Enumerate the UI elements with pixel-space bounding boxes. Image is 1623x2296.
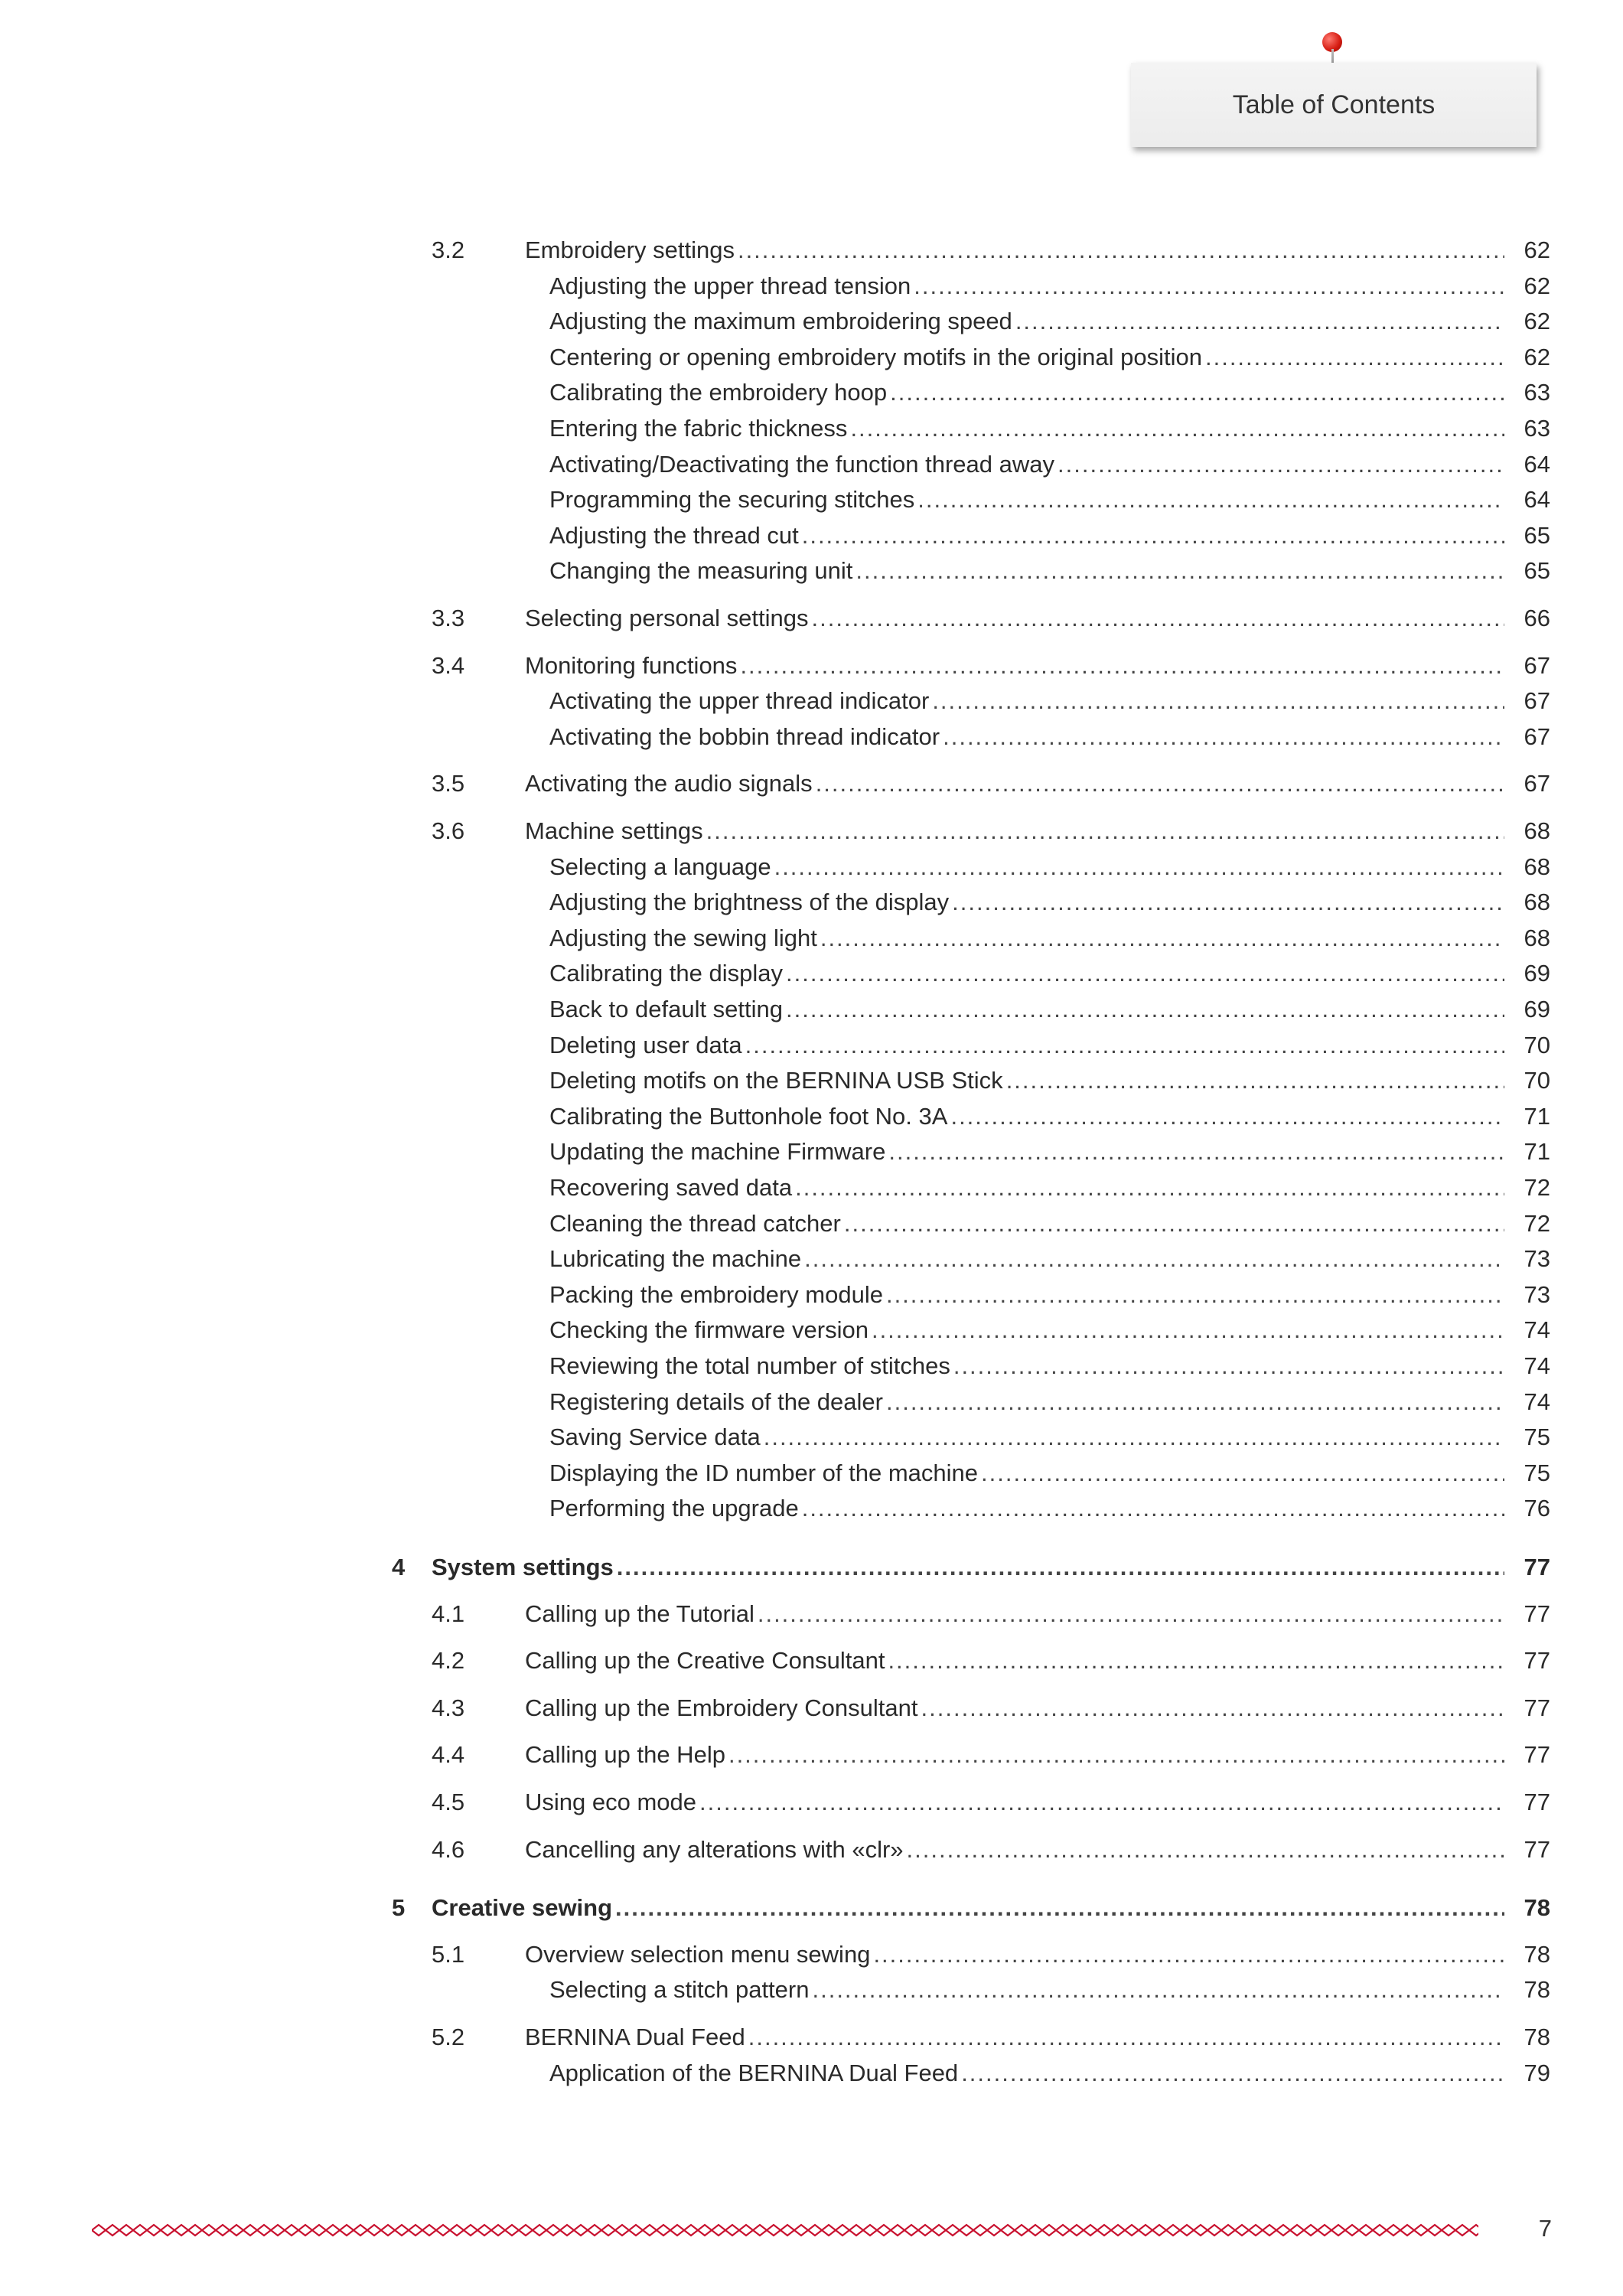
toc-entry-title	[525, 1596, 1504, 1632]
toc-entry[interactable]	[0, 1277, 1623, 1313]
toc-entry-title-text[interactable]: Application of the BERNINA Dual Feed	[549, 2060, 961, 2086]
header-tab-label: Table of Contents	[1232, 90, 1436, 119]
toc-entry[interactable]	[0, 1691, 1623, 1726]
toc-entry-page: 66	[1524, 605, 1550, 631]
page-number: 7	[1538, 2215, 1552, 2242]
toc-entry[interactable]	[0, 1063, 1623, 1098]
toc-entry-title-text[interactable]: Updating the machine Firmware	[549, 1138, 888, 1165]
toc-entry-number: 4.6	[432, 1836, 465, 1863]
toc-entry-title	[549, 411, 1504, 446]
toc-entry[interactable]	[0, 766, 1623, 801]
toc-entry-title	[549, 1972, 1504, 2007]
toc-entry-page: 67	[1524, 770, 1550, 797]
toc-entry-title-text[interactable]: Activating/Deactivating the function thread away	[549, 451, 1058, 478]
toc-entry[interactable]	[0, 1785, 1623, 1820]
toc-entry-title	[549, 1206, 1504, 1241]
toc-entry-title	[432, 1550, 1504, 1585]
toc-entry-page: 78	[1524, 1941, 1550, 1968]
toc-entry-title-text[interactable]: Calling up the Embroidery Consultant	[525, 1694, 921, 1721]
toc-entry[interactable]	[0, 601, 1623, 636]
toc-entry[interactable]	[0, 850, 1623, 885]
toc-entry[interactable]	[0, 1134, 1623, 1169]
toc-entry-page: 68	[1524, 853, 1550, 880]
toc-entry-page: 67	[1524, 687, 1550, 714]
toc-entry-title-text[interactable]: Activating the bobbin thread indicator	[549, 723, 943, 750]
toc-entry-number: 3.2	[432, 236, 465, 263]
toc-entry-title	[549, 2056, 1504, 2091]
toc-entry-title	[549, 1063, 1504, 1098]
toc-entry-title	[549, 683, 1504, 719]
toc-entry-title	[525, 1785, 1504, 1820]
toc-entry-page: 70	[1524, 1067, 1550, 1094]
toc-entry-number: 3.5	[432, 770, 465, 797]
toc-entry-page: 78	[1524, 2024, 1550, 2050]
toc-entry-title-text[interactable]: Lubricating the machine	[549, 1245, 804, 1272]
toc-entry-title-text[interactable]: Packing the embroidery module	[549, 1281, 886, 1308]
stitch-border-icon	[92, 2223, 1478, 2238]
toc-entry-page: 79	[1524, 2060, 1550, 2086]
toc-entry-page: 63	[1524, 379, 1550, 406]
toc-entry[interactable]	[0, 1349, 1623, 1384]
toc-entry[interactable]	[0, 1206, 1623, 1241]
toc-entry-title-text[interactable]: Embroidery settings	[525, 236, 738, 263]
toc-entry-title-text[interactable]: Adjusting the maximum embroidering speed	[549, 308, 1015, 334]
toc-entry-page: 77	[1524, 1836, 1550, 1863]
toc-entry[interactable]	[0, 1313, 1623, 1348]
toc-entry[interactable]	[0, 683, 1623, 719]
toc-entry[interactable]	[0, 1099, 1623, 1134]
toc-entry-page: 64	[1524, 451, 1550, 478]
toc-entry-title-text[interactable]: Monitoring functions	[525, 652, 740, 679]
toc-entry-page: 77	[1524, 1741, 1550, 1768]
toc-entry-title	[549, 1349, 1504, 1384]
toc-entry-title	[549, 885, 1504, 920]
toc-entry[interactable]	[0, 1170, 1623, 1205]
toc-entry[interactable]	[0, 648, 1623, 683]
toc-entry-title-text[interactable]: Calibrating the display	[549, 960, 786, 987]
toc-entry-page: 62	[1524, 272, 1550, 299]
toc-entry-title-text[interactable]: Deleting motifs on the BERNINA USB Stick	[549, 1067, 1006, 1094]
toc-entry-title	[525, 233, 1504, 268]
toc-entry-page: 62	[1524, 308, 1550, 334]
toc-entry-title-text[interactable]: Performing the upgrade	[549, 1495, 802, 1521]
toc-entry-title	[525, 2020, 1504, 2055]
toc-entry[interactable]	[0, 233, 1623, 268]
toc-entry-title-text[interactable]: Activating the upper thread indicator	[549, 687, 932, 714]
toc-entry-page: 63	[1524, 415, 1550, 442]
toc-entry-title-text[interactable]: Adjusting the brightness of the display	[549, 889, 952, 915]
toc-entry-title-text[interactable]: Changing the measuring unit	[549, 557, 855, 584]
toc-entry[interactable]	[0, 518, 1623, 553]
toc-entry-title	[549, 1170, 1504, 1205]
toc-entry-title	[525, 601, 1504, 636]
toc-entry-title-text[interactable]: Overview selection menu sewing	[525, 1941, 873, 1968]
toc-entry-page: 75	[1524, 1459, 1550, 1486]
toc-entry-title-text[interactable]: Adjusting the sewing light	[549, 925, 820, 951]
toc-entry-page: 67	[1524, 652, 1550, 679]
toc-entry-page: 68	[1524, 925, 1550, 951]
toc-entry-title-text[interactable]: Saving Service data	[549, 1424, 764, 1450]
toc-entry-page: 77	[1524, 1789, 1550, 1815]
toc-entry-title	[549, 1241, 1504, 1277]
toc-entry[interactable]	[0, 1550, 1623, 1585]
toc-entry-page: 73	[1524, 1245, 1550, 1272]
toc-entry[interactable]	[0, 304, 1623, 339]
toc-entry-title	[549, 719, 1504, 755]
toc-entry-title-text[interactable]: Centering or opening embroidery motifs in the original position	[549, 344, 1205, 370]
toc-entry-title-text[interactable]: Adjusting the thread cut	[549, 522, 802, 549]
toc-entry-title-text[interactable]: Machine settings	[525, 817, 706, 844]
toc-entry[interactable]	[0, 447, 1623, 482]
toc-entry[interactable]	[0, 2056, 1623, 2091]
toc-entry-page: 77	[1524, 1554, 1550, 1580]
toc-entry-title	[549, 518, 1504, 553]
toc-entry-title-text[interactable]: Activating the audio signals	[525, 770, 816, 797]
toc-entry-title	[549, 1456, 1504, 1491]
toc-entry-title	[549, 1491, 1504, 1526]
toc-entry[interactable]	[0, 1890, 1623, 1926]
toc-entry-title	[525, 814, 1504, 849]
toc-entry[interactable]	[0, 411, 1623, 446]
toc-entry[interactable]	[0, 1241, 1623, 1277]
toc-entry-title-text[interactable]: Selecting a language	[549, 853, 774, 880]
toc-entry-page: 64	[1524, 486, 1550, 513]
toc-entry-page: 69	[1524, 996, 1550, 1022]
toc-entry-title	[549, 1277, 1504, 1313]
toc-entry[interactable]	[0, 885, 1623, 920]
toc-entry-title	[549, 269, 1504, 304]
toc-entry-number: 5.1	[432, 1941, 465, 1968]
toc-entry-title-text[interactable]: Calibrating the Buttonhole foot No. 3A	[549, 1103, 950, 1130]
toc-entry-page: 71	[1524, 1138, 1550, 1165]
toc-entry[interactable]	[0, 1596, 1623, 1632]
toc-entry[interactable]	[0, 814, 1623, 849]
toc-entry-page: 74	[1524, 1316, 1550, 1343]
toc-entry-page: 73	[1524, 1281, 1550, 1308]
toc-entry-page: 77	[1524, 1600, 1550, 1627]
toc-entry-title	[549, 1099, 1504, 1134]
toc-entry-title-text[interactable]: Using eco mode	[525, 1789, 699, 1815]
toc-entry-page: 69	[1524, 960, 1550, 987]
toc-entry-page: 72	[1524, 1174, 1550, 1201]
toc-entry-title-text[interactable]: Selecting personal settings	[525, 605, 812, 631]
toc-entry[interactable]	[0, 956, 1623, 991]
toc-entry-number: 4	[392, 1554, 406, 1580]
toc-entry-number: 3.4	[432, 652, 465, 679]
toc-entry-title-text[interactable]: Cancelling any alterations with «clr»	[525, 1836, 907, 1863]
toc-entry[interactable]	[0, 1420, 1623, 1455]
toc-entry-title-text[interactable]: Creative sewing	[432, 1894, 615, 1921]
toc-entry-page: 70	[1524, 1032, 1550, 1058]
toc-entry[interactable]	[0, 1643, 1623, 1678]
toc-entry-title	[525, 1691, 1504, 1726]
toc-entry[interactable]	[0, 482, 1623, 517]
toc-entry-title	[549, 447, 1504, 482]
toc-entry-title	[525, 1937, 1504, 1972]
toc-entry-title-text[interactable]: Calibrating the embroidery hoop	[549, 379, 890, 406]
toc-entry-title-text[interactable]: Calling up the Tutorial	[525, 1600, 758, 1627]
toc-entry-number: 4.2	[432, 1647, 465, 1674]
toc-entry-number: 3.6	[432, 817, 465, 844]
toc-entry[interactable]	[0, 1028, 1623, 1063]
toc-entry-number: 5.2	[432, 2024, 465, 2050]
toc-entry-title-text[interactable]: Programming the securing stitches	[549, 486, 917, 513]
toc-entry-title	[525, 1643, 1504, 1678]
toc-entry-title	[549, 1420, 1504, 1455]
toc-entry-page: 72	[1524, 1210, 1550, 1237]
toc-entry-title-text[interactable]: Adjusting the upper thread tension	[549, 272, 914, 299]
toc-entry-title-text[interactable]: Deleting user data	[549, 1032, 745, 1058]
toc-entry[interactable]	[0, 921, 1623, 956]
toc-entry-title-text[interactable]: Registering details of the dealer	[549, 1388, 886, 1415]
toc-entry-title	[549, 304, 1504, 339]
toc-entry[interactable]	[0, 2020, 1623, 2055]
toc-entry-page: 68	[1524, 889, 1550, 915]
toc-entry-title	[549, 482, 1504, 517]
toc-entry-title	[549, 850, 1504, 885]
toc-entry-title-text[interactable]: Selecting a stitch pattern	[549, 1976, 812, 2003]
toc-entry-title	[549, 921, 1504, 956]
toc-entry-page: 78	[1524, 1894, 1550, 1921]
toc-entry-page: 65	[1524, 522, 1550, 549]
toc-entry[interactable]	[0, 992, 1623, 1027]
toc-entry-title	[525, 648, 1504, 683]
toc-entry-title	[549, 340, 1504, 375]
toc-entry[interactable]	[0, 719, 1623, 755]
toc-entry-title	[549, 1313, 1504, 1348]
toc-entry-page: 76	[1524, 1495, 1550, 1521]
toc-entry[interactable]	[0, 340, 1623, 375]
toc-entry-title	[549, 956, 1504, 991]
header-tab	[1131, 63, 1537, 147]
toc-entry-title-text[interactable]: Back to default setting	[549, 996, 786, 1022]
toc-entry-number: 4.1	[432, 1600, 465, 1627]
toc-entry[interactable]	[0, 1937, 1623, 1972]
toc-entry-page: 62	[1524, 236, 1550, 263]
toc-entry-number: 4.3	[432, 1694, 465, 1721]
toc-entry-title	[549, 1384, 1504, 1420]
toc-entry-page: 78	[1524, 1976, 1550, 2003]
toc-entry[interactable]	[0, 553, 1623, 589]
toc-entry-title	[525, 1832, 1504, 1867]
toc-entry-title	[549, 553, 1504, 589]
toc-entry-page: 77	[1524, 1694, 1550, 1721]
toc-entry-title	[525, 766, 1504, 801]
toc-entry[interactable]	[0, 269, 1623, 304]
toc-entry-page: 77	[1524, 1647, 1550, 1674]
toc-entry[interactable]	[0, 1491, 1623, 1526]
toc-entry-number: 4.5	[432, 1789, 465, 1815]
toc-entry-title	[432, 1890, 1504, 1926]
toc-entry-title	[549, 1028, 1504, 1063]
toc-entry-page: 68	[1524, 817, 1550, 844]
toc-entry-title-text[interactable]: Reviewing the total number of stitches	[549, 1352, 953, 1379]
toc-entry-title-text[interactable]: Recovering saved data	[549, 1174, 795, 1201]
toc-entry-title	[525, 1737, 1504, 1773]
toc-entry-page: 65	[1524, 557, 1550, 584]
toc-entry-page: 75	[1524, 1424, 1550, 1450]
toc-entry[interactable]	[0, 1737, 1623, 1773]
toc-entry-number: 5	[392, 1894, 406, 1921]
toc-entry-page: 62	[1524, 344, 1550, 370]
toc-entry-page: 74	[1524, 1388, 1550, 1415]
toc-entry-title	[549, 375, 1504, 410]
toc-entry-number: 4.4	[432, 1741, 465, 1768]
toc-entry-title	[549, 1134, 1504, 1169]
toc-entry[interactable]	[0, 375, 1623, 410]
toc-entry-page: 74	[1524, 1352, 1550, 1379]
toc-entry-title-text[interactable]: System settings	[432, 1554, 617, 1580]
toc-entry-title	[549, 992, 1504, 1027]
toc-entry[interactable]	[0, 1832, 1623, 1867]
toc-entry-title-text[interactable]: Calling up the Creative Consultant	[525, 1647, 888, 1674]
toc-entry-page: 67	[1524, 723, 1550, 750]
toc-entry[interactable]	[0, 1384, 1623, 1420]
toc-entry[interactable]	[0, 1972, 1623, 2007]
toc-entry-title-text[interactable]: Entering the fabric thickness	[549, 415, 850, 442]
toc-entry-title-text[interactable]: BERNINA Dual Feed	[525, 2024, 748, 2050]
toc-entry-page: 71	[1524, 1103, 1550, 1130]
toc-entry-title-text[interactable]: Cleaning the thread catcher	[549, 1210, 844, 1237]
toc-entry-number: 3.3	[432, 605, 465, 631]
toc-entry-title-text[interactable]: Calling up the Help	[525, 1741, 728, 1768]
toc-entry-title-text[interactable]: Checking the firmware version	[549, 1316, 872, 1343]
toc-entry[interactable]	[0, 1456, 1623, 1491]
toc-entry-title-text[interactable]: Displaying the ID number of the machine	[549, 1459, 981, 1486]
